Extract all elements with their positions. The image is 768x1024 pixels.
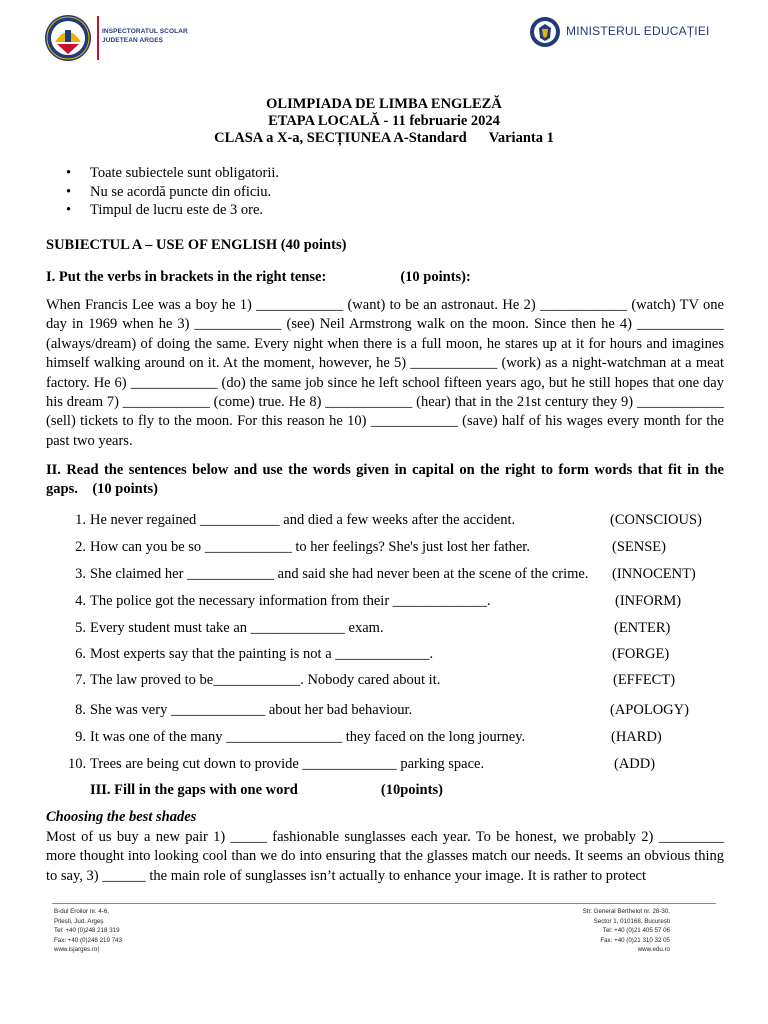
title-line3 [0,129,768,147]
ex3-paragraph: Most of us buy a new pair 1) _____ fashionable sunglasses each year. To be honest, we probably 2) _________ more thought into looking cool than we do into ensuring that the glasses match our needs. It seems an obvious thing to say, 3) ______ the main role of sunglasses isn’t actually to enhance your image. It is rather to protect [46,829,724,884]
footer-line: Sector 1, 010168, București [593,917,670,925]
ministry-emblem-icon [529,16,561,48]
item-text: She claimed her ____________ and said she had never been at the scene of the crime. [90,566,589,582]
ex1-points: (10 points): [400,269,471,285]
item-text: Trees are being cut down to provide _____________ parking space. [90,756,485,772]
item-number: 10. [68,756,87,772]
footer-line: Fax: +40 (0)248 219 743 [54,936,122,944]
item-number: 7. [75,672,86,688]
item-keyword: (CONSCIOUS) [610,512,702,528]
footer-line: Tel: +40 (0)248 218 319 [54,927,120,935]
item-number: 8. [75,702,86,718]
item-keyword: (INNOCENT) [612,566,696,582]
item-number: 4. [75,593,86,609]
ministry-name: MINISTERUL EDUCAȚIEI [566,24,710,38]
footer-line: Pitești, Jud. Argeș [54,917,104,925]
ex2-points: (10 points) [92,481,159,498]
item-keyword: (FORGE) [612,646,670,662]
rule-item: • Nu se acordă puncte din oficiu. [66,183,279,202]
item-text: Every student must take an _____________ exam. [90,620,384,636]
title-variant: Varianta 1 [488,130,554,146]
item-text: He never regained ___________ and died a few weeks after the accident. [90,512,516,528]
title-section: CLASA a X-a, SECȚIUNEA A-Standard [214,130,467,146]
footer-line: Tel: +40 (0)21 405 57 06 [602,927,670,935]
isj-name-line2: JUDEȚEAN ARGEȘ [102,37,164,44]
isj-name [102,27,188,45]
item-keyword: (APOLOGY) [610,702,689,718]
ex3-heading-row [90,781,690,800]
ministry-logo [529,14,764,50]
item-text: Most experts say that the painting is not a _____________. [90,646,434,662]
item-keyword: (INFORM) [615,593,682,609]
footer-link-isj[interactable]: www.isjarges.ro| [54,946,99,954]
isj-name-line1: INSPECTORATUL ȘCOLAR [102,28,188,35]
header-divider [97,16,99,60]
item-number: 2. [75,539,86,555]
ex3-subtitle: Choosing the best shades [46,809,197,825]
item-number: 3. [75,566,86,582]
item-keyword: (HARD) [611,729,662,745]
ex1-heading: I. Put the verbs in brackets in the right tense: [46,269,327,285]
isj-argeș-logo-icon [44,14,92,62]
footer-line: B-dul Eroilor nr. 4-6, [54,908,110,915]
rule-item: • Timpul de lucru este de 3 ore. [66,201,279,220]
rules-list [66,164,279,220]
item-number: 5. [75,620,86,636]
item-keyword: (EFFECT) [613,672,676,688]
item-text: The law proved to be____________. Nobody cared about it. [90,672,441,688]
ex1-paragraph: When Francis Lee was a boy he 1) ____________ (want) to be an astronaut. He 2) ____________ (watch) TV one day in 1969 when he 3) ____________ (see) Neil Armstrong walk on the moon. Since then he 4) ____________ (always/dream) of doing the same. Every night when there is a full moon, he stares up at it for hours and imagines himself walking around on it. At the moment, however, he 5) ____________ (work) as a night-watchman at a meat factory. He 6) ____________ (do) the same job since he left school fifteen years ago, but he still hopes that one day his dream 7) ____________ (come) true. He 8) ____________ (hear) that in the 21st century they 9) ____________ (sell) tickets to fly to the moon. For this reason he 10) ____________ (save) half of his wages every month for the past two years. [46,297,724,449]
item-text: How can you be so ____________ to her feelings? She's just lost her father. [90,539,530,555]
title-line2: ETAPA LOCALĂ - 11 februarie 2024 [268,113,500,129]
footer-address-isj [54,907,122,955]
footer-link-ministry[interactable]: www.edu.ro [637,946,670,954]
item-number: 1. [75,512,86,528]
item-text: It was one of the many ________________ they faced on the long journey. [90,729,526,745]
footer-line: Fax: +40 (0)21 310 32 05 [600,936,670,944]
footer-address-ministry [583,907,670,955]
ex2-heading: II. Read the sentences below and use the words given in capital on the right to form words that fit in the gaps. [46,462,724,498]
item-text: She was very _____________ about her bad behaviour. [90,702,413,718]
page-header [0,0,768,80]
ex3-heading: III. Fill in the gaps with one word [90,782,298,798]
item-keyword: (ENTER) [614,620,671,636]
rule-item: • Toate subiectele sunt obligatorii. [66,164,279,183]
subject-heading: SUBIECTUL A – USE OF ENGLISH (40 points) [46,237,347,253]
ex3-points: (10points) [380,782,443,798]
ex1-heading-row [46,268,724,287]
ex2-heading-block [46,461,724,500]
footer-divider [52,903,716,904]
item-text: The police got the necessary information from their _____________. [90,593,491,609]
item-keyword: (ADD) [614,756,656,772]
item-keyword: (SENSE) [612,539,666,555]
footer-line: Str. General Berthelot nr. 28-30, [582,908,670,915]
title-line1: OLIMPIADA DE LIMBA ENGLEZĂ [266,96,502,112]
item-number: 6. [75,646,86,662]
item-number: 9. [75,729,86,745]
